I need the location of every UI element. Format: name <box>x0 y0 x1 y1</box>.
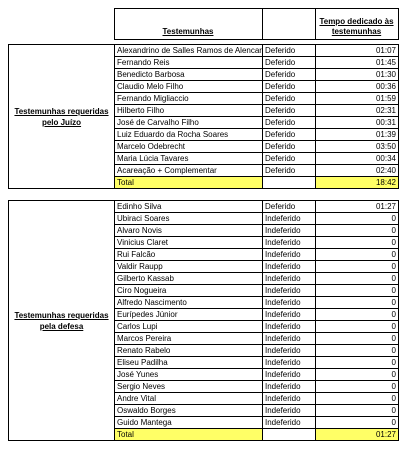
defense-witness-table <box>8 200 399 441</box>
witness-name: Alexandrino de Salles Ramos de Alencar <box>115 45 263 57</box>
witness-status: Indeferido <box>263 285 316 297</box>
witness-status: Deferido <box>263 93 316 105</box>
witness-status: Indeferido <box>263 309 316 321</box>
table-row <box>9 201 399 213</box>
witnesses-column-header: Testemunhas <box>114 9 262 40</box>
witness-name: Luiz Eduardo da Rocha Soares <box>115 129 263 141</box>
witness-time: 0 <box>316 393 399 405</box>
witness-status: Deferido <box>263 129 316 141</box>
total-status-cell <box>263 177 316 189</box>
witness-status: Indeferido <box>263 345 316 357</box>
witness-name: Carlos Lupi <box>115 321 263 333</box>
witness-time: 01:45 <box>316 57 399 69</box>
witness-time: 0 <box>316 273 399 285</box>
header-table <box>8 8 399 40</box>
witness-status: Deferido <box>263 165 316 177</box>
witness-time: 0 <box>316 285 399 297</box>
witness-name: Valdir Raupp <box>115 261 263 273</box>
witness-name: Edinho Silva <box>115 201 263 213</box>
witness-name: Eurípedes Júnior <box>115 309 263 321</box>
total-value: 18:42 <box>316 177 399 189</box>
witness-name: Ciro Nogueira <box>115 285 263 297</box>
witness-status: Deferido <box>263 45 316 57</box>
witness-name: Alvaro Novis <box>115 225 263 237</box>
witness-time: 01:30 <box>316 69 399 81</box>
witness-name: Marcelo Odebrecht <box>115 141 263 153</box>
witness-status: Deferido <box>263 105 316 117</box>
witness-status: Deferido <box>263 141 316 153</box>
witness-time: 01:59 <box>316 93 399 105</box>
witness-status: Deferido <box>263 117 316 129</box>
witness-name: Marcos Pereira <box>115 333 263 345</box>
witness-name: Fernando Reis <box>115 57 263 69</box>
witness-time: 0 <box>316 249 399 261</box>
status-column-header <box>262 9 315 40</box>
witness-time: 00:36 <box>316 81 399 93</box>
witness-name: Maria Lúcia Tavares <box>115 153 263 165</box>
witness-name: Oswaldo Borges <box>115 405 263 417</box>
witness-status: Indeferido <box>263 225 316 237</box>
witness-time: 02:31 <box>316 105 399 117</box>
witness-name: Gilberto Kassab <box>115 273 263 285</box>
witness-name: Fernando Migliaccio <box>115 93 263 105</box>
witness-name: Eliseu Padilha <box>115 357 263 369</box>
witness-name: Benedicto Barbosa <box>115 69 263 81</box>
witness-name: Andre Vital <box>115 393 263 405</box>
header-row <box>8 9 398 40</box>
witness-name: Rui Falcão <box>115 249 263 261</box>
witness-status: Indeferido <box>263 273 316 285</box>
judge-group-label: Testemunhas requeridas pelo Juízo <box>9 45 115 189</box>
total-label: Total <box>115 177 263 189</box>
witness-status: Indeferido <box>263 249 316 261</box>
witness-time: 0 <box>316 333 399 345</box>
total-label: Total <box>115 429 263 441</box>
witness-status: Deferido <box>263 69 316 81</box>
witness-status: Indeferido <box>263 393 316 405</box>
witness-time: 03:50 <box>316 141 399 153</box>
witness-status: Indeferido <box>263 357 316 369</box>
witness-name: Alfredo Nascimento <box>115 297 263 309</box>
witness-name: Ubiraci Soares <box>115 213 263 225</box>
witness-status: Deferido <box>263 81 316 93</box>
witness-name: Sergio Neves <box>115 381 263 393</box>
witness-status: Indeferido <box>263 321 316 333</box>
witness-time: 0 <box>316 321 399 333</box>
witness-time: 01:27 <box>316 201 399 213</box>
witness-status: Indeferido <box>263 213 316 225</box>
witness-time: 00:31 <box>316 117 399 129</box>
witness-time: 0 <box>316 309 399 321</box>
witness-name: Vinicius Claret <box>115 237 263 249</box>
witness-name: Claudio Melo Filho <box>115 81 263 93</box>
total-status-cell <box>263 429 316 441</box>
witness-status: Indeferido <box>263 417 316 429</box>
judge-witness-table <box>8 44 399 189</box>
witness-name: Renato Rabelo <box>115 345 263 357</box>
witness-name: José Yunes <box>115 369 263 381</box>
defense-group-label: Testemunhas requeridas pela defesa <box>9 201 115 441</box>
witness-time: 0 <box>316 213 399 225</box>
witness-time: 00:34 <box>316 153 399 165</box>
total-value: 01:27 <box>316 429 399 441</box>
witness-time: 0 <box>316 225 399 237</box>
witness-time: 0 <box>316 357 399 369</box>
table-row <box>9 45 399 57</box>
witness-name: Hilberto Filho <box>115 105 263 117</box>
witness-time: 01:39 <box>316 129 399 141</box>
witness-status: Indeferido <box>263 297 316 309</box>
witness-time: 02:40 <box>316 165 399 177</box>
header-spacer <box>8 9 114 40</box>
witness-time: 01:07 <box>316 45 399 57</box>
witness-name: Acareação + Complementar <box>115 165 263 177</box>
witness-status: Indeferido <box>263 381 316 393</box>
witness-time: 0 <box>316 345 399 357</box>
witness-time: 0 <box>316 297 399 309</box>
witness-status: Indeferido <box>263 333 316 345</box>
witness-time: 0 <box>316 237 399 249</box>
witness-time: 0 <box>316 405 399 417</box>
witness-status: Deferido <box>263 201 316 213</box>
witness-status: Indeferido <box>263 405 316 417</box>
witness-time: 0 <box>316 417 399 429</box>
witness-time: 0 <box>316 381 399 393</box>
witness-time: 0 <box>316 261 399 273</box>
witness-status: Indeferido <box>263 237 316 249</box>
witness-name: Guido Mantega <box>115 417 263 429</box>
witness-status: Indeferido <box>263 369 316 381</box>
time-column-header: Tempo dedicado às testemunhas <box>315 9 398 40</box>
witness-status: Deferido <box>263 57 316 69</box>
witness-time: 0 <box>316 369 399 381</box>
witness-status: Deferido <box>263 153 316 165</box>
witness-name: José de Carvalho Filho <box>115 117 263 129</box>
witness-status: Indeferido <box>263 261 316 273</box>
